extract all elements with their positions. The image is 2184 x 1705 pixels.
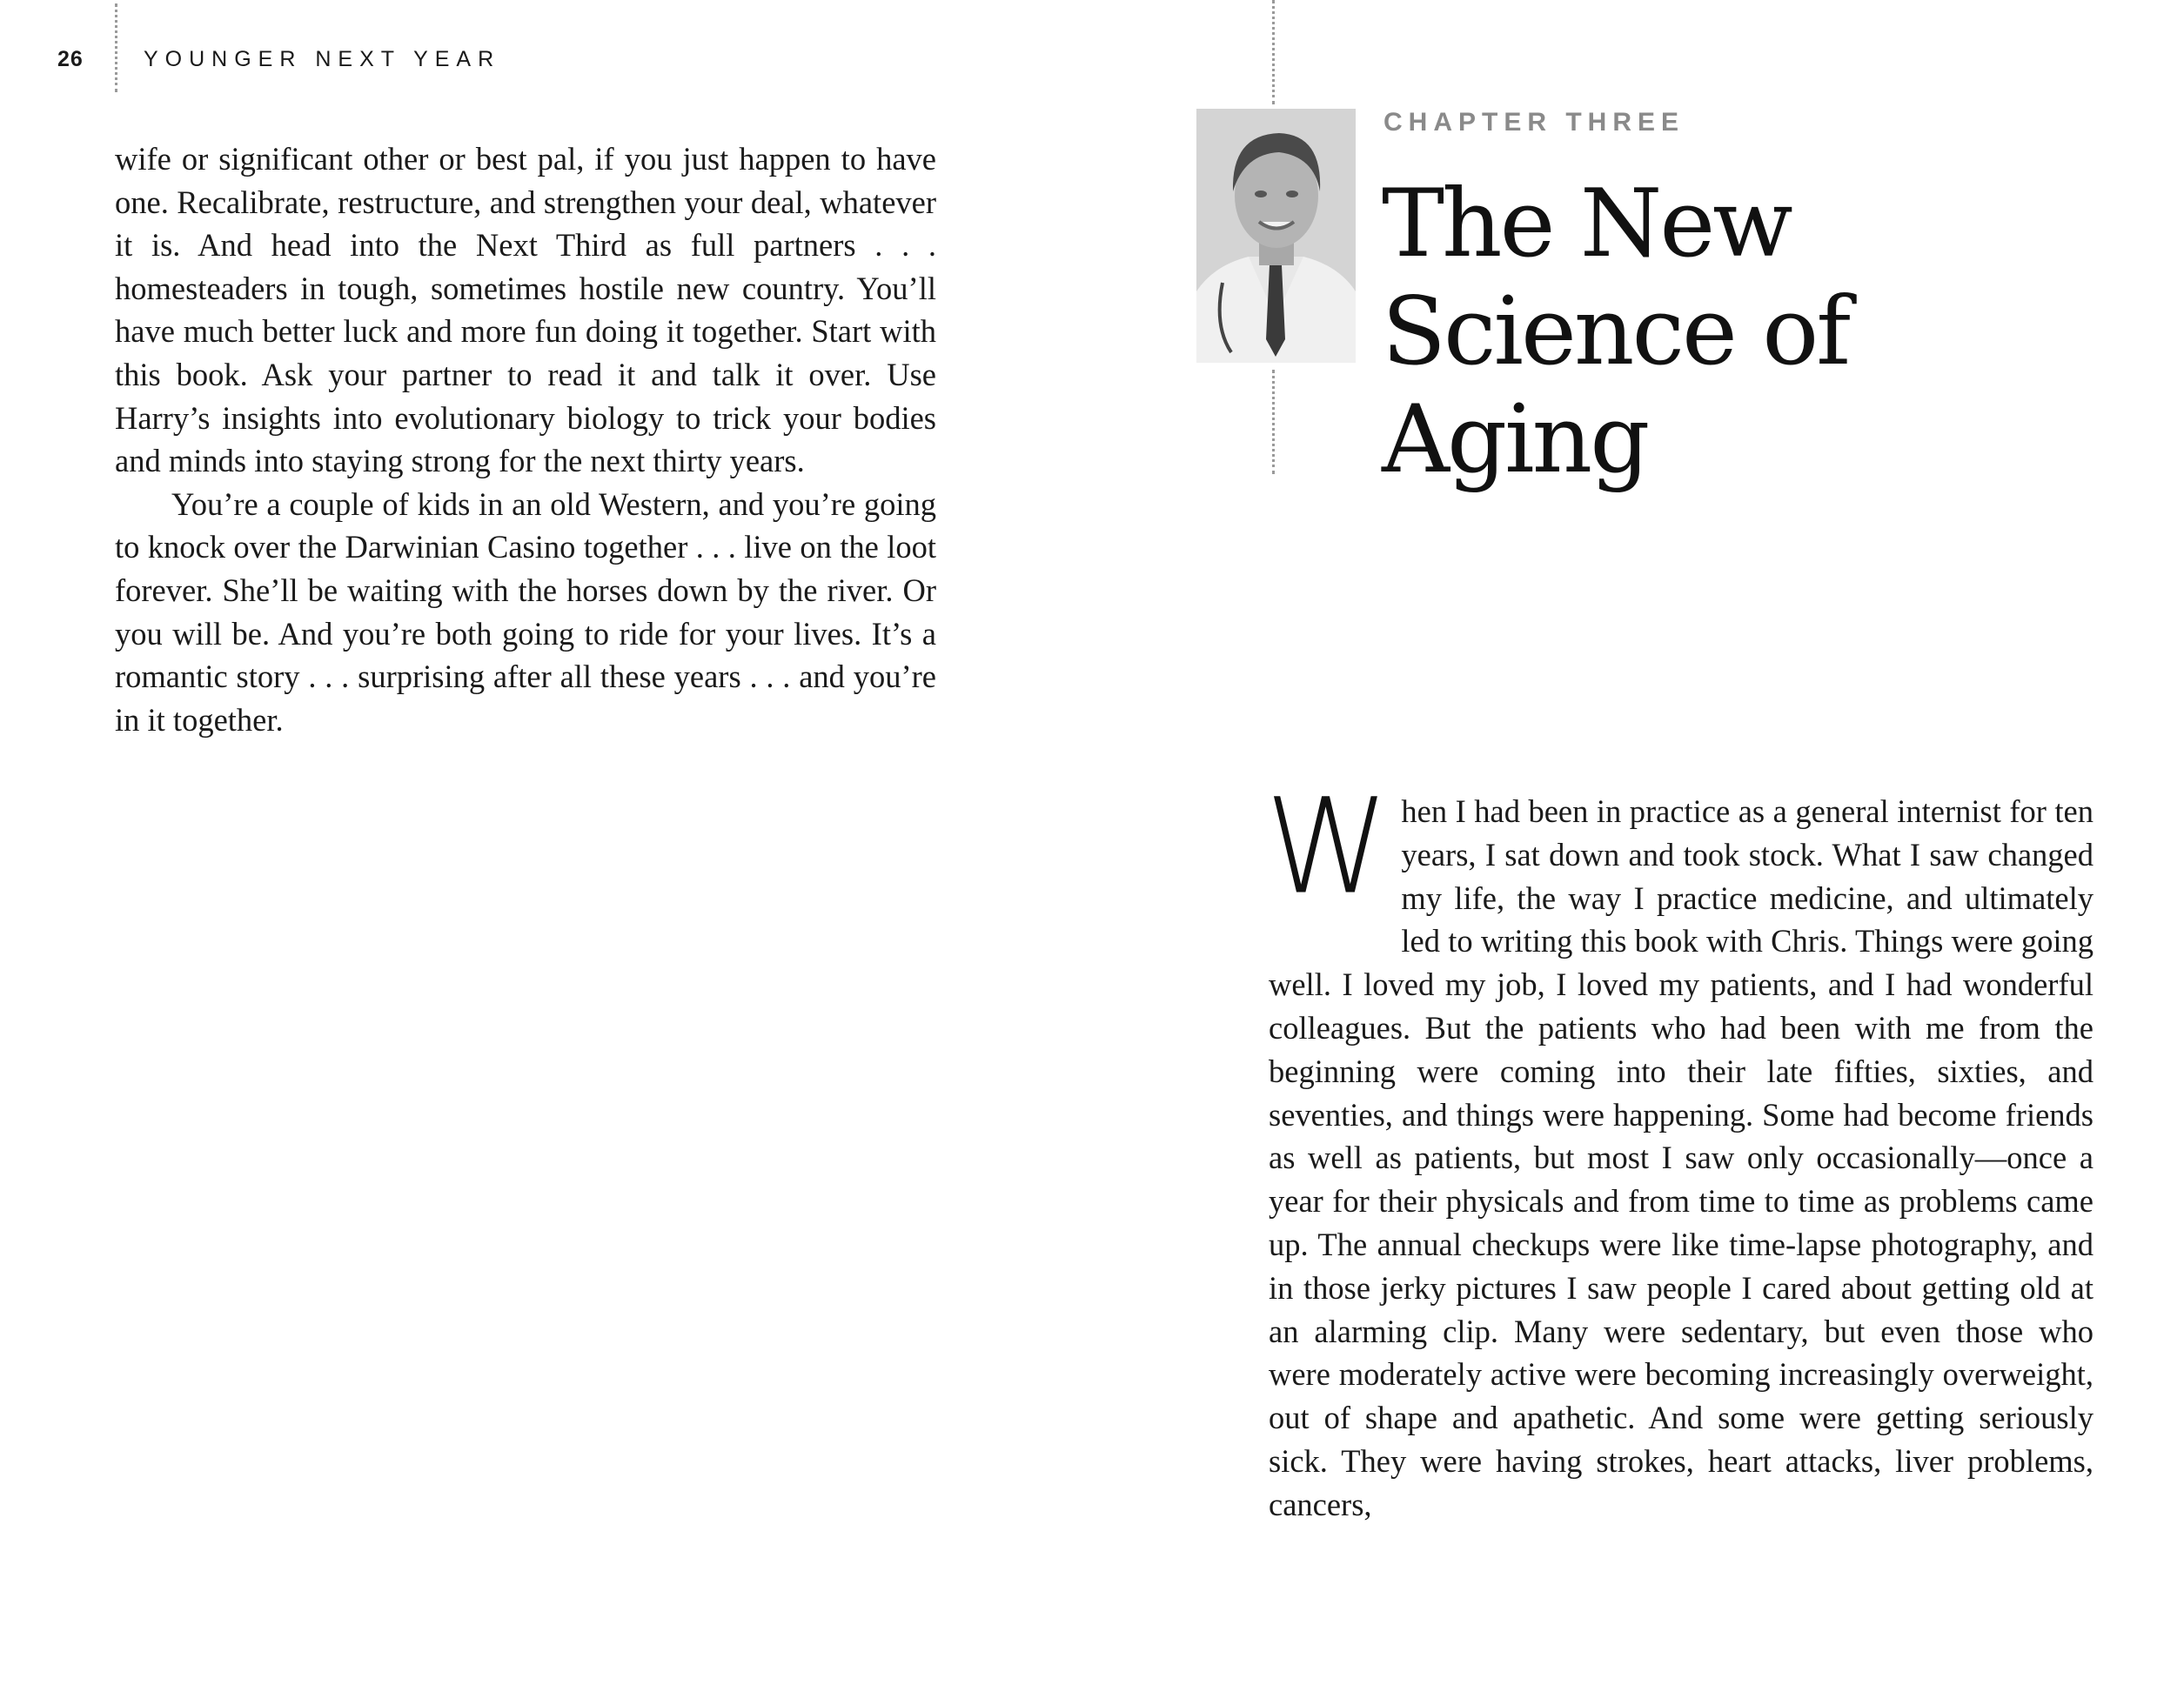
running-head: YOUNGER NEXT YEAR [144, 47, 501, 71]
portrait-photo [1196, 109, 1356, 363]
right-paragraph-1: hen I had been in practice as a general internist for ten years, I sat down and took stock. What I saw changed my life, the way I practice medicine, and ultimately led to writing this book with Chris. Things were going well. I loved my job, I loved my patients, and I had wonderful colleagues. But the patients who had been with me from the beginning were coming into their late fifties, sixties, and seventies, and things were happening. Some had become friends as well as patients, but most I saw only occasionally—once a year for their physicals and from time to time as problems came up. The annual checkups were like time-lapse photography, and in those jerky pictures I saw people I cared about getting old at an alarming clip. Many were sedentary, but even those who were moderately active were becoming increasingly overweight, out of shape and apathetic. And some were getting seriously sick. They were having strokes, heart attacks, liver problems, cancers, [1269, 793, 2094, 1522]
left-page-body [115, 137, 936, 741]
header-divider [115, 3, 117, 92]
drop-cap: W [1265, 769, 1390, 924]
left-paragraph-2: You’re a couple of kids in an old Western, and you’re going to knock over the Darwinian Casino together . . . live on the loot forever. She’ll be waiting with the horses down by the river. Or you will be. And you’re both going to ride for your lives. It’s a romantic story . . . surprising after all these years . . . and you’re in it together. [115, 485, 936, 738]
left-paragraph-1: wife or significant other or best pal, if you just happen to have one. Recalibrate, restructure, and strengthen your deal, whatever it is. And head into the Next Third as full partners . . . homesteaders in tough, sometimes hostile new country. You’ll have much better luck and more fun doing it together. Start with this book. Ask your partner to read it and talk it over. Use Harry’s insights into evolutionary biology to trick your bodies and minds into staying strong for the next thirty years. [115, 141, 936, 479]
chapter-divider-top [1272, 0, 1275, 104]
chapter-title: The New Science of Aging [1382, 170, 1849, 494]
chapter-label: CHAPTER THREE [1383, 108, 1685, 137]
chapter-divider-bottom [1272, 370, 1275, 474]
page-number: 26 [57, 47, 84, 71]
author-portrait [1196, 109, 1356, 363]
right-page-body [1265, 769, 2094, 1527]
